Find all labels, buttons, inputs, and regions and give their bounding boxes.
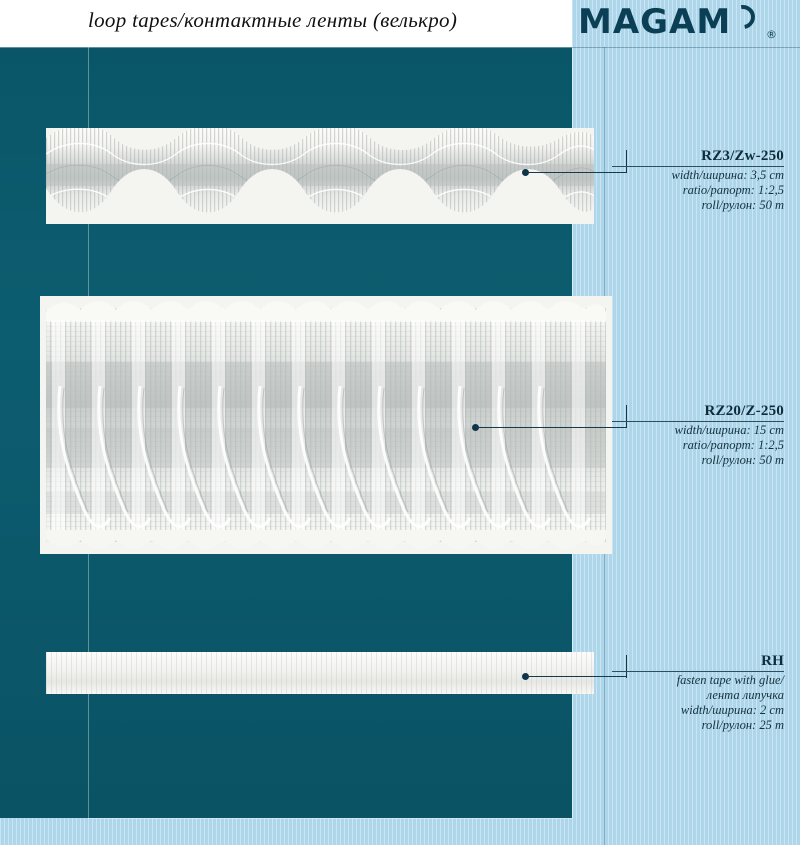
registered-trademark-icon: ® xyxy=(766,28,777,41)
product-spec-rz3-ratio: ratio/рапорт: 1:2,5 xyxy=(682,183,784,197)
product-spec-rz3-width: width/ширина: 3,5 cm xyxy=(671,168,784,182)
label-rule-rz20 xyxy=(612,421,784,422)
tape-sample-wave-1 xyxy=(46,128,594,224)
product-code-rz3: RZ3/Zw-250 xyxy=(701,148,784,164)
guide-line-bottom xyxy=(88,818,572,819)
product-spec-rh-roll: roll/рулон: 25 m xyxy=(701,718,784,732)
product-spec-rz20-roll: roll/рулон: 50 m xyxy=(701,453,784,467)
callout-line-rh xyxy=(525,676,626,677)
brand-logo xyxy=(578,2,751,42)
product-sample-rz20 xyxy=(40,296,612,554)
blue-guide-line-top xyxy=(572,47,800,48)
product-spec-rz3-roll: roll/рулон: 50 m xyxy=(701,198,784,212)
product-label-rz3 xyxy=(612,148,784,213)
product-spec-rh-desc-en: fasten tape with glue/ xyxy=(676,673,784,687)
label-rule-rh xyxy=(612,671,784,672)
product-spec-rz20-width: width/ширина: 15 cm xyxy=(674,423,784,437)
product-label-rz20 xyxy=(612,403,784,468)
brand-logo-text: MAGAM xyxy=(578,2,732,42)
callout-line-rz3 xyxy=(525,172,626,173)
label-rule-rz3 xyxy=(612,166,784,167)
product-sample-rz3 xyxy=(46,128,594,224)
product-spec-rh-desc-ru: лента липучка xyxy=(706,688,784,702)
product-label-rh xyxy=(612,653,784,733)
callout-line-rz20 xyxy=(475,427,626,428)
swoosh-icon xyxy=(729,2,751,24)
page-title: loop tapes/контактные ленты (велькро) xyxy=(88,8,458,32)
blue-bottom-strip xyxy=(0,818,572,845)
guide-line-top xyxy=(0,47,572,48)
product-code-rz20: RZ20/Z-250 xyxy=(704,403,784,419)
product-spec-rz20-ratio: ratio/рапорт: 1:2,5 xyxy=(682,438,784,452)
product-spec-rh-width: width/ширина: 2 cm xyxy=(680,703,784,717)
tape-sample-pleats-2 xyxy=(40,296,612,554)
product-sample-rh xyxy=(46,652,594,694)
product-code-rh: RH xyxy=(761,653,784,669)
